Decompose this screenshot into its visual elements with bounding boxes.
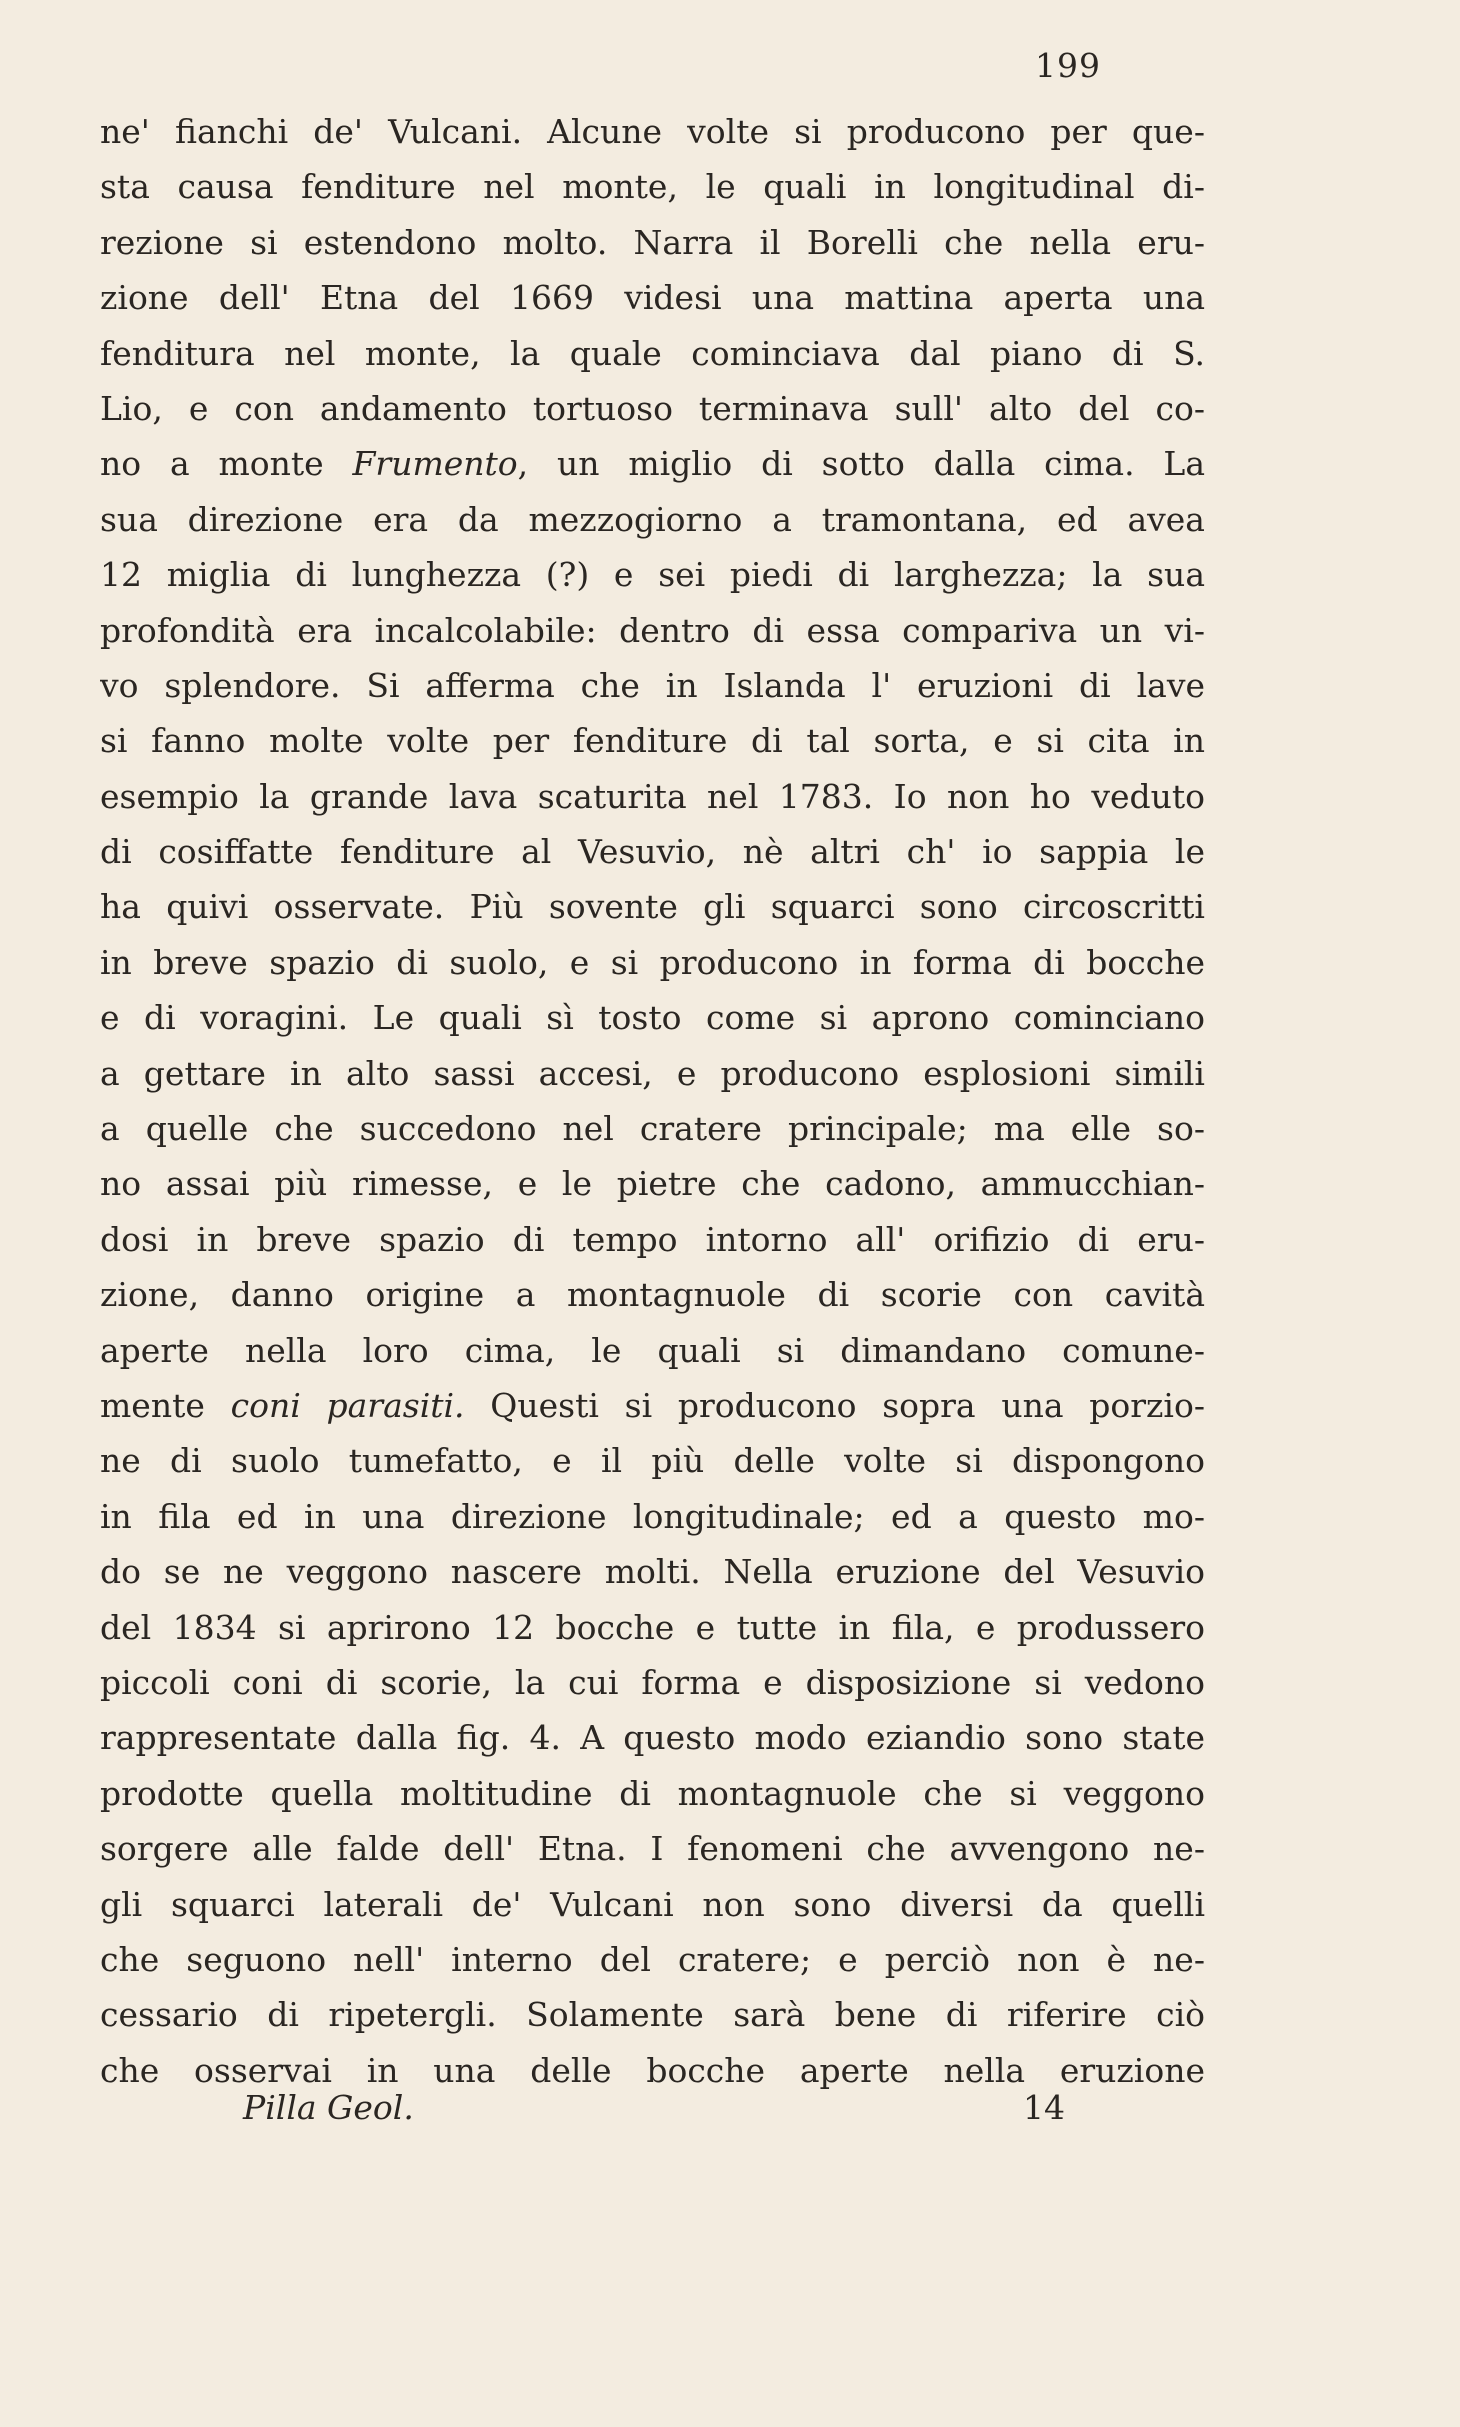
text-line: prodotte quella moltitudine di montagnuole che si veggono [100, 1773, 1205, 1813]
text-line: che osservai in una delle bocche aperte nella eruzione [100, 2050, 1205, 2090]
text-line: gli squarci laterali de' Vulcani non sono diversi da quelli [100, 1884, 1205, 1924]
text-line: 12 miglia di lunghezza (?) e sei piedi di larghezza; la sua [100, 555, 1205, 595]
text-line: rappresentate dalla fig. 4. A questo modo eziandio sono state [100, 1718, 1205, 1758]
italic-term: Frumento [352, 444, 518, 484]
text-line: in fila ed in una direzione longitudinale; ed a questo mo- [100, 1496, 1205, 1536]
italic-term: coni parasiti. [230, 1385, 465, 1425]
text-line: cessario di ripetergli. Solamente sarà bene di riferire ciò [100, 1995, 1205, 2035]
text-run: , un miglio di sotto dalla cima. La [517, 444, 1205, 484]
text-line [100, 1378, 1205, 1433]
text-line: do se ne veggono nascere molti. Nella eruzione del Vesuvio [100, 1552, 1205, 1592]
text-line: del 1834 si aprirono 12 bocche e tutte in fila, e produssero [100, 1607, 1205, 1647]
text-run: Questi si producono sopra una porzio- [464, 1385, 1205, 1425]
sheet-number: 14 [1023, 2088, 1065, 2127]
text-line: dosi in breve spazio di tempo intorno all' orifizio di eru- [100, 1219, 1205, 1259]
text-line: sua direzione era da mezzogiorno a tramontana, ed avea [100, 499, 1205, 539]
text-line: profondità era incalcolabile: dentro di essa compariva un vi- [100, 610, 1205, 650]
text-line [100, 436, 1205, 491]
text-line: ha quivi osservate. Più sovente gli squarci sono circoscritti [100, 887, 1205, 927]
text-line: in breve spazio di suolo, e si producono in forma di bocche [100, 942, 1205, 982]
text-line: zione, danno origine a montagnuole di scorie con cavità [100, 1275, 1205, 1315]
text-run: mente [100, 1385, 231, 1425]
text-line: piccoli coni di scorie, la cui forma e disposizione si vedono [100, 1662, 1205, 1702]
text-line: a gettare in alto sassi accesi, e producono esplosioni simili [100, 1053, 1205, 1093]
body-text [100, 104, 1205, 2098]
text-line: aperte nella loro cima, le quali si dimandano comune- [100, 1330, 1205, 1370]
text-line: a quelle che succedono nel cratere principale; ma elle so- [100, 1109, 1205, 1149]
text-line: che seguono nell' interno del cratere; e perciò non è ne- [100, 1939, 1205, 1979]
text-run: no a monte [100, 444, 353, 484]
text-line: vo splendore. Si afferma che in Islanda l' eruzioni di lave [100, 665, 1205, 705]
text-line: zione dell' Etna del 1669 videsi una mattina aperta una [100, 278, 1205, 318]
text-line: sorgere alle falde dell' Etna. I fenomeni che avvengono ne- [100, 1829, 1205, 1869]
text-line: e di voragini. Le quali sì tosto come si aprono cominciano [100, 998, 1205, 1038]
text-line: si fanno molte volte per fenditure di tal sorta, e si cita in [100, 721, 1205, 761]
text-line: fenditura nel monte, la quale cominciava dal piano di S. [100, 333, 1205, 373]
text-line: ne di suolo tumefatto, e il più delle volte si dispongono [100, 1441, 1205, 1481]
text-line: Lio, e con andamento tortuoso terminava sull' alto del co- [100, 388, 1205, 428]
text-line: no assai più rimesse, e le pietre che cadono, ammucchian- [100, 1164, 1205, 1204]
text-line: esempio la grande lava scaturita nel 1783. Io non ho veduto [100, 776, 1205, 816]
text-line: rezione si estendono molto. Narra il Borelli che nella eru- [100, 222, 1205, 262]
signature-mark: Pilla Geol. [243, 2088, 414, 2127]
text-line: di cosiffatte fenditure al Vesuvio, nè altri ch' io sappia le [100, 832, 1205, 872]
text-line: ne' fianchi de' Vulcani. Alcune volte si producono per que- [100, 112, 1205, 151]
text-line: sta causa fenditure nel monte, le quali in longitudinal di- [100, 167, 1205, 207]
page-footer [0, 2088, 1460, 2148]
page-number: 199 [1035, 46, 1101, 85]
